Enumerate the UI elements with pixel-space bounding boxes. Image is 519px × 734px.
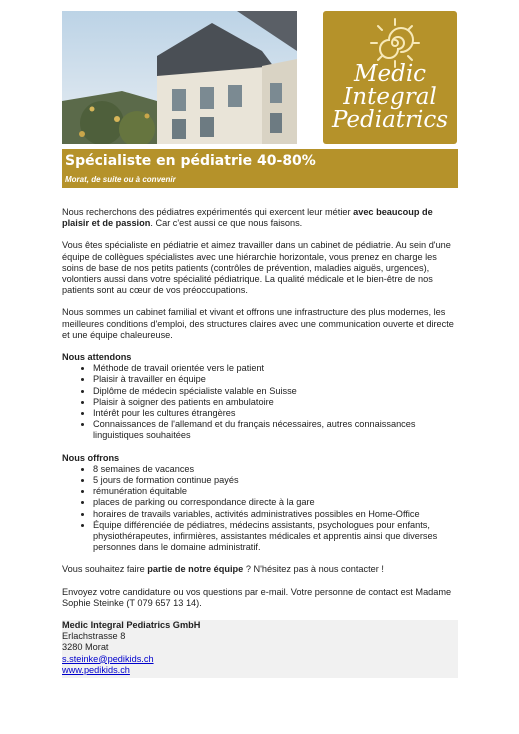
list-item: • 5 jours de formation continue payés (93, 475, 458, 486)
website-link[interactable]: www.pedikids.ch (62, 664, 130, 675)
job-description (62, 207, 458, 620)
brand-name (323, 63, 457, 132)
brand-line-3: Pediatrics (331, 107, 449, 133)
company-name: Medic Integral Pediatrics GmbH (62, 620, 201, 630)
application-instructions: Envoyez votre candidature ou vos questions par e-mail. Votre personne de contact est Madame Sophie Steinke (T 079 657 13 14). (62, 586, 452, 608)
expect-heading: Nous attendons (62, 352, 132, 363)
list-item: • Plaisir à travailler en équipe (93, 374, 458, 385)
intro-paragraph-2: Vous êtes spécialiste en pédiatrie et aimez travailler dans un cabinet de pédiatrie. Au sein d'une équipe de collègues spécialistes avec une hiérarchie horizontale, vous prenez en charge les soins de base de nos petits patients (contrôles de prévention, maladies aiguës, urgences), volontiers aussi dans votre spécialité pédiatrique. La qualité médicale et le bien-être de nos patients sont au cœur de vos préoccupations. (62, 240, 451, 296)
list-item: • Intérêt pour les cultures étrangères (93, 408, 458, 419)
intro-paragraph-3: Nous sommes un cabinet familial et vivant et offrons une infrastructure des plus modernes, les meilleures conditions d'emploi, des structures claires avec une communication ouverte et directe et une équipe chaleureuse. (62, 307, 454, 340)
building-photo (62, 11, 297, 144)
list-item: • Équipe différenciée de pédiatres, médecins assistants, psychologues pour enfants, physiothérapeutes, infirmières, assistantes médicales et apprentis ainsi que diverses personnes dans le domaine administratif. (93, 520, 458, 554)
expect-list (62, 363, 458, 441)
list-item: • horaires de travails variables, activités administratives possibles en Home-Office (93, 509, 458, 520)
email-link[interactable]: s.steinke@pedikids.ch (62, 653, 154, 664)
street-address: Erlachstrasse 8 (62, 631, 126, 642)
list-item: • Plaisir à soigner des patients en ambulatoire (93, 397, 458, 408)
contact-box (62, 620, 458, 678)
list-item: • 8 semaines de vacances (93, 464, 458, 475)
brand-line-1: Medic (353, 61, 427, 87)
job-title-banner (62, 149, 458, 188)
offer-heading: Nous offrons (62, 452, 120, 463)
job-title: Spécialiste en pédiatrie 40-80% (65, 153, 316, 169)
list-item: • places de parking ou correspondance directe à la gare (93, 497, 458, 508)
list-item: • Méthode de travail orientée vers le patient (93, 363, 458, 374)
brand-line-2: Integral (343, 84, 437, 110)
list-item: • Diplôme de médecin spécialiste valable en Suisse (93, 386, 458, 397)
intro-paragraph-1: Nous recherchons des pédiatres expérimentés qui exercent leur métier avec beaucoup de plaisir et de passion. Car c'est aussi ce que nous faisons. (62, 207, 433, 229)
company-logo (323, 11, 457, 144)
city-address: 3280 Morat (62, 642, 109, 653)
call-to-action: Vous souhaitez faire partie de notre équipe ? N'hésitez pas à nous contacter ! (62, 564, 384, 575)
list-item: • rémunération équitable (93, 486, 458, 497)
job-location: Morat, de suite ou à convenir (65, 175, 176, 184)
list-item: • Connaissances de l'allemand et du français nécessaires, autres connaissances linguistiques souhaitées (93, 419, 458, 441)
offer-list (62, 464, 458, 554)
